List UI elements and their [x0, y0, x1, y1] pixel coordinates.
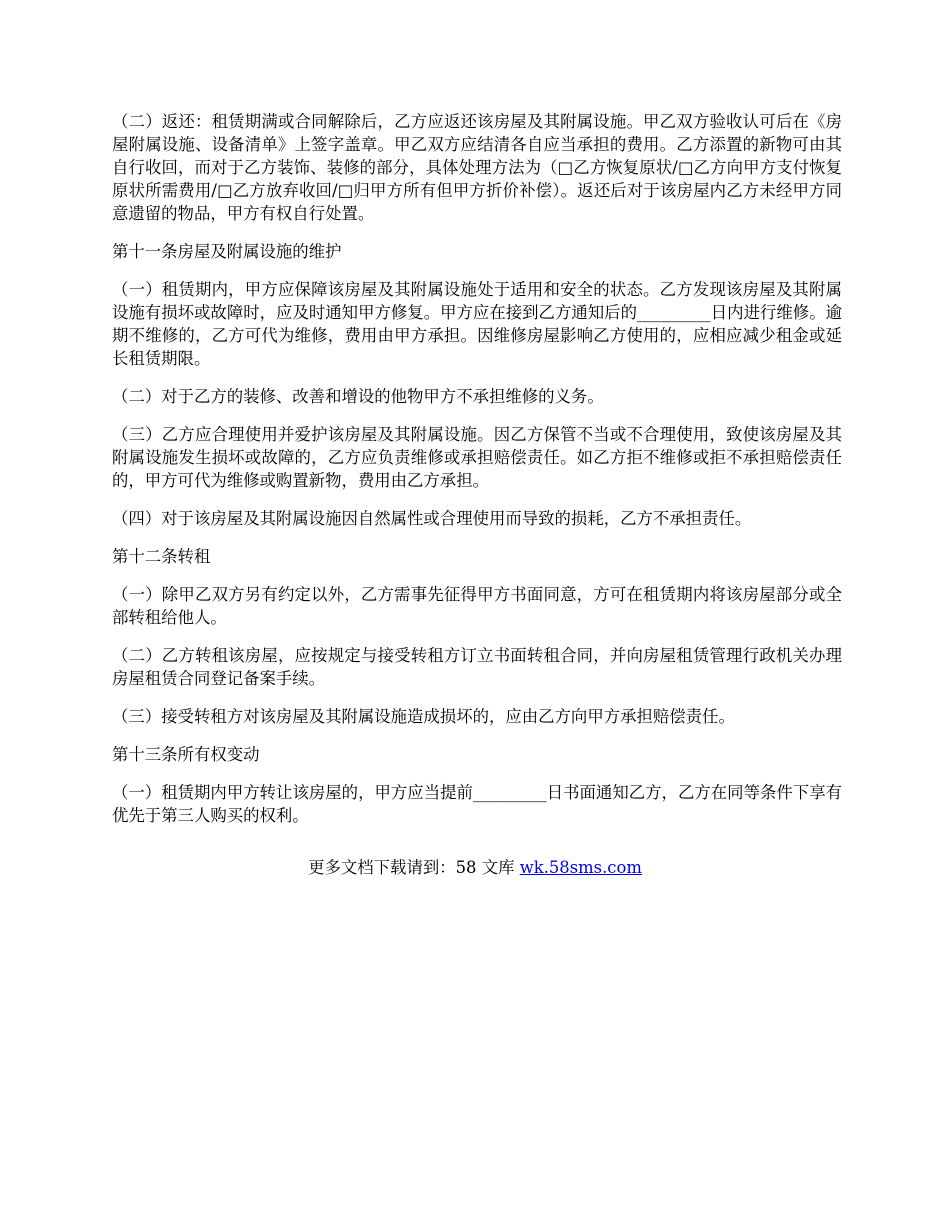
paragraph-sublet-3: （三）接受转租方对该房屋及其附属设施造成损坏的，应由乙方向甲方承担赔偿责任。 [112, 707, 735, 726]
paragraph-sublet-2: （二）乙方转租该房屋，应按规定与接受转租方订立书面转租合同，并向房屋租赁管理行政机关办理房屋租赁合同登记备案手续。 [112, 646, 842, 688]
paragraph-return: （二）返还：租赁期满或合同解除后，乙方应返还该房屋及其附属设施。甲乙双方验收认可后在《房屋附属设施、设备清单》上签字盖章。甲乙双方应结清各自应当承担的费用。乙方添置的新物可由其自行收回，而对于乙方装饰、装修的部分，具体处理方法为（□乙方恢复原状/□乙方向甲方支付恢复原状所需费用/□乙方放弃收回/□归甲方所有但甲方折价补偿）。返还后对于该房屋内乙方未经甲方同意遗留的物品，甲方有权自行处置。 [112, 112, 842, 223]
paragraph-ownership-1: （一）租赁期内甲方转让该房屋的，甲方应当提前_________日书面通知乙方，乙方在同等条件下享有优先于第三人购买的权利。 [112, 783, 842, 825]
page-footer [0, 856, 950, 879]
paragraph-maintenance-2: （二）对于乙方的装修、改善和增设的他物甲方不承担维修的义务。 [112, 387, 604, 406]
section-heading-13: 第十三条所有权变动 [112, 745, 260, 764]
document-body [112, 110, 842, 842]
footer-link[interactable]: wk.58sms.com [519, 858, 642, 877]
section-heading-11: 第十一条房屋及附属设施的维护 [112, 242, 342, 261]
section-heading-12: 第十二条转租 [112, 547, 211, 566]
paragraph-sublet-1: （一）除甲乙双方另有约定以外，乙方需事先征得甲方书面同意，方可在租赁期内将该房屋部分或全部转租给他人。 [112, 585, 842, 627]
paragraph-maintenance-4: （四）对于该房屋及其附属设施因自然属性或合理使用而导致的损耗，乙方不承担责任。 [112, 509, 752, 528]
paragraph-maintenance-1: （一）租赁期内，甲方应保障该房屋及其附属设施处于适用和安全的状态。乙方发现该房屋及其附属设施有损坏或故障时，应及时通知甲方修复。甲方应在接到乙方通知后的_________日内进行维修。逾期不维修的，乙方可代为维修，费用由甲方承担。因维修房屋影响乙方使用的，应相应减少租金或延长租赁期限。 [112, 280, 842, 368]
paragraph-maintenance-3: （三）乙方应合理使用并爱护该房屋及其附属设施。因乙方保管不当或不合理使用，致使该房屋及其附属设施发生损坏或故障的，乙方应负责维修或承担赔偿责任。如乙方拒不维修或拒不承担赔偿责任的，甲方可代为维修或购置新物，费用由乙方承担。 [112, 425, 842, 490]
footer-text: 更多文档下载请到：58 文库 [308, 858, 520, 877]
